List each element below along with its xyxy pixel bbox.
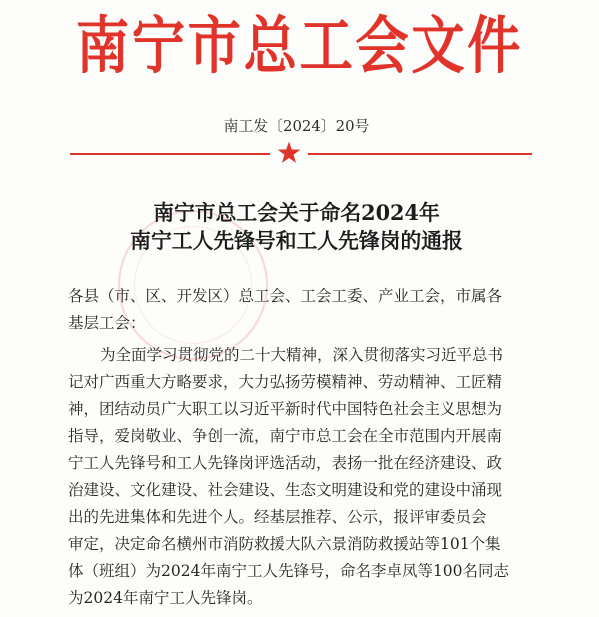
body-line: 为2024年南宁工人先锋岗。 bbox=[68, 589, 263, 607]
body-line: 体（班组）为2024年南宁工人先锋号，命名李卓凤等100名同志 bbox=[68, 562, 510, 580]
document-masthead: 南宁市总工会文件 bbox=[75, 9, 524, 82]
red-divider-right bbox=[308, 153, 532, 155]
red-star-icon bbox=[276, 140, 302, 166]
body-line: 指导，爱岗敬业、争创一流，南宁市总工会在全市范围内开展南 bbox=[68, 427, 503, 445]
document-number: 南工发〔2024〕20号 bbox=[223, 117, 370, 135]
body-line: 神，团结动员广大职工以习近平新时代中国特色社会主义思想为 bbox=[68, 400, 503, 418]
salutation-line-2: 基层工会： bbox=[68, 314, 146, 332]
body-line: 为全面学习贯彻党的二十大精神，深入贯彻落实习近平总书 bbox=[100, 346, 504, 364]
body-line: 治建设、文化建设、社会建设、生态文明建设和党的建设中涌现 bbox=[68, 481, 503, 499]
body-line: 记对广西重大方略要求，大力弘扬劳模精神、劳动精神、工匠精 bbox=[68, 373, 503, 391]
body-line: 宁工人先锋号和工人先锋岗评选活动，表扬一批在经济建设、政 bbox=[68, 454, 503, 472]
red-divider-left bbox=[70, 153, 270, 155]
body-line: 审定，决定命名横州市消防救援大队六景消防救援站等101个集 bbox=[68, 535, 501, 553]
salutation-line-1: 各县（市、区、开发区）总工会、工会工委、产业工会，市属各 bbox=[68, 287, 503, 305]
document-title-line-2: 南宁工人先锋号和工人先锋岗的通报 bbox=[130, 228, 463, 253]
document-title-line-1: 南宁市总工会关于命名2024年 bbox=[153, 200, 440, 225]
body-line: 出的先进集体和先进个人。经基层推荐、公示，报评审委员会 bbox=[68, 508, 487, 526]
